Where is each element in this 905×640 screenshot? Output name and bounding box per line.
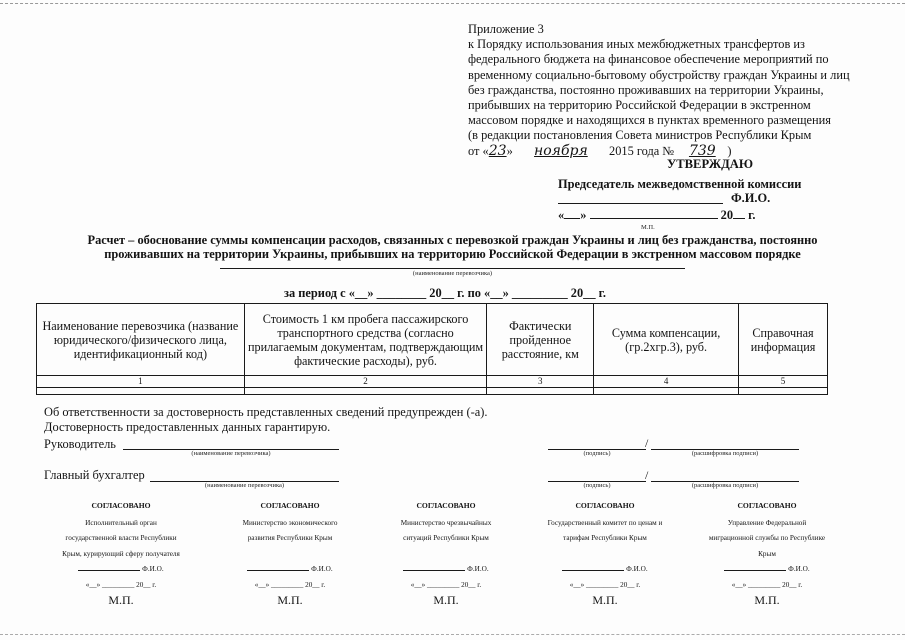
- appendix-line: к Порядку использования иных межбюджетных трансфертов из: [468, 37, 805, 52]
- appendix-line: Приложение 3: [468, 22, 544, 36]
- slash: /: [645, 468, 649, 482]
- agreement-block: СОГЛАСОВАНО Государственный комитет по ценам и тарифам Республики Крым Ф.И.О. «__» _________ 20__ г. М.П.: [547, 501, 663, 607]
- handwritten-number: 739: [688, 142, 716, 159]
- appendix-line: временному социально-бытовому обустройству граждан Украины и лиц: [468, 67, 850, 82]
- sign-caption: (подпись): [583, 450, 611, 457]
- appendix-line: массовом порядке и находящихся в пунктах временного размещения: [468, 113, 831, 128]
- table-header-cell: Наименование перевозчика (название юридического/физического лица, идентификационный код): [37, 304, 245, 376]
- table-number-cell: 1: [37, 376, 245, 388]
- decode-caption: (расшифровка подписи): [691, 450, 759, 457]
- handwritten-day: 23: [488, 142, 507, 159]
- carrier-name-line: [220, 268, 685, 269]
- approval-position: Председатель межведомственной комиссии: [558, 177, 802, 191]
- table-number-cell: 5: [739, 376, 828, 388]
- handwritten-month: ноября: [534, 142, 588, 159]
- approval-fio: Ф.И.О.: [731, 191, 771, 205]
- table-header-cell: Фактически пройденное расстояние, км: [487, 304, 594, 376]
- signature-caption: (наименование перевозчика): [204, 482, 285, 489]
- scan-artifact-top: [0, 3, 905, 5]
- table-header-cell: Сумма компенсации, (гр.2хгр.3), руб.: [594, 304, 739, 376]
- resolution-date-line: от «23» ноября 2015 года № 739 ): [468, 142, 732, 159]
- approval-stamp: М.П.: [641, 224, 655, 231]
- table-number-cell: 3: [487, 376, 594, 388]
- table-header-cell: Справочная информация: [739, 304, 828, 376]
- agreement-block: СОГЛАСОВАНО Исполнительный орган государственной власти Республики Крым, курирующий сферу получателя Ф.И.О. «__» _________ 20__ г. М.П.: [62, 501, 180, 607]
- signature-role-director: Руководитель: [44, 437, 116, 451]
- table-number-row: [37, 376, 828, 388]
- signature-role-accountant: Главный бухгалтер: [44, 468, 145, 482]
- approval-signature-line: [558, 203, 723, 204]
- guarantee-statement: Достоверность предоставленных данных гарантирую.: [44, 420, 331, 434]
- period-line: за период с «__» ________ 20__ г. по «__» _________ 20__ г.: [284, 286, 606, 300]
- appendix-line: без гражданства, постоянно проживавших на территории Украины,: [468, 82, 824, 97]
- slash: /: [645, 436, 649, 450]
- compensation-table: [36, 303, 828, 395]
- appendix-line: федерального бюджета на финансовое обеспечение мероприятий по: [468, 52, 829, 67]
- responsibility-statement: Об ответственности за достоверность представленных сведений предупрежден (-а).: [44, 405, 488, 419]
- sign-caption: (подпись): [583, 482, 611, 489]
- table-number-cell: 4: [594, 376, 739, 388]
- appendix-block: [468, 22, 888, 159]
- appendix-line: (в редакции постановления Совета министров Республики Крым: [468, 128, 812, 143]
- approval-date: « » 20 г.: [558, 208, 756, 222]
- signature-caption: (наименование перевозчика): [191, 450, 271, 457]
- table-header-row: [37, 304, 828, 376]
- carrier-caption: (наименование перевозчика): [412, 270, 493, 277]
- decode-caption: (расшифровка подписи): [691, 482, 759, 489]
- approval-title: УТВЕРЖДАЮ: [667, 157, 754, 171]
- appendix-line: прибывших на территорию Российской Федерации в экстренном: [468, 98, 811, 113]
- doc-title-line2: проживавших на территории Украины, прибывших на территорию Российской Федерации в экстренном массовом порядке: [104, 247, 801, 261]
- scan-artifact-bottom: [0, 634, 905, 636]
- agreement-block: СОГЛАСОВАНО Министерство чрезвычайных ситуаций Республики Крым Ф.И.О. «__» _________ 20__ г. М.П.: [400, 501, 492, 607]
- agreement-block: СОГЛАСОВАНО Министерство экономического развития Республики Крым Ф.И.О. «__» _________ 20__ г. М.П.: [242, 501, 338, 607]
- table-empty-row: [37, 388, 828, 395]
- agreement-block: СОГЛАСОВАНО Управление Федеральной миграционной службы по Республике Крым Ф.И.О. «__» _________ 20__ г. М.П.: [708, 501, 826, 607]
- table-header-cell: Стоимость 1 км пробега пассажирского транспортного средства (согласно прилагаемым документам, подтверждающим фактические расходы), руб.: [244, 304, 487, 376]
- doc-title-line1: Расчет – обоснование суммы компенсации расходов, связанных с перевозкой граждан Украины и лиц без гражданства, постоянно: [87, 233, 818, 247]
- table-number-cell: 2: [244, 376, 487, 388]
